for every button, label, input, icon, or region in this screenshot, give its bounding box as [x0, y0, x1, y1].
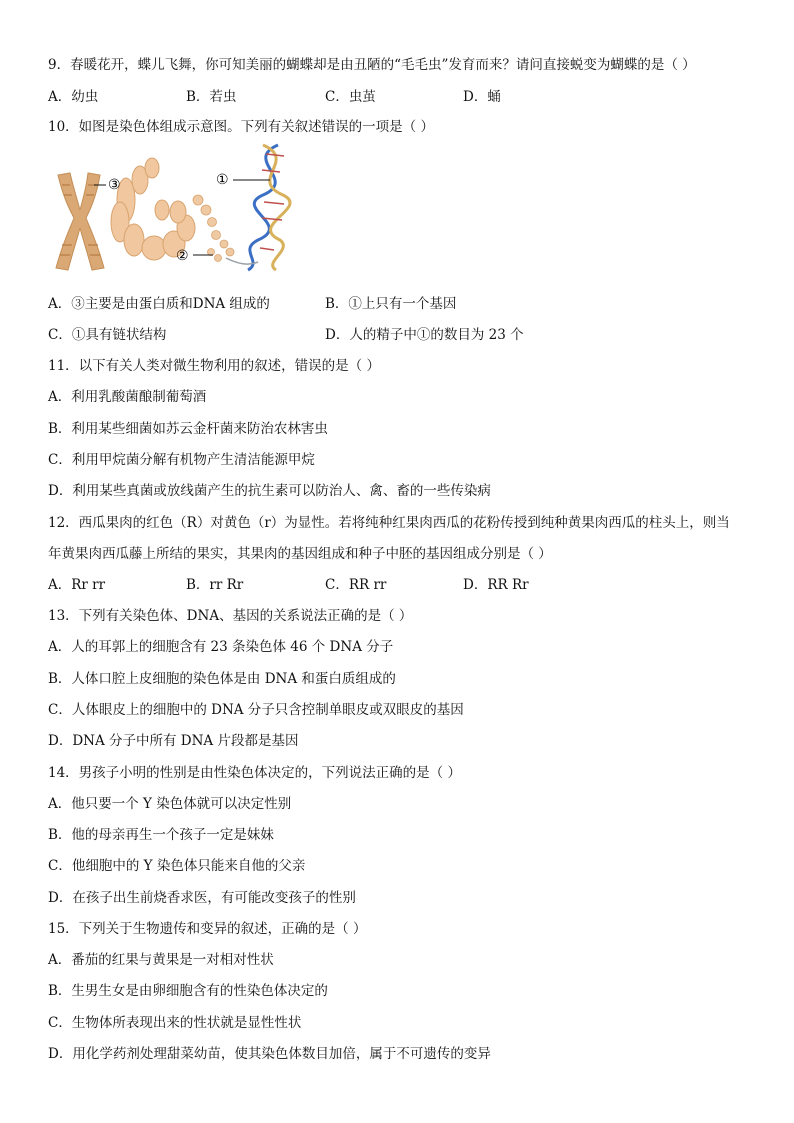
question-13-stem: 13．下列有关染色体、DNA、基因的关系说法正确的是（ ） [48, 608, 413, 624]
question-10-option-c: C．①具有链状结构 [48, 327, 167, 343]
question-15-option-d: D．用化学药剂处理甜菜幼苗，使其染色体数目加倍，属于不可遗传的变异 [48, 1046, 491, 1062]
label-3: ③ [108, 177, 121, 193]
question-11-option-c: C．利用甲烷菌分解有机物产生清洁能源甲烷 [48, 452, 315, 468]
question-14-option-c: C．他细胞中的 Y 染色体只能来自他的父亲 [48, 858, 306, 874]
question-13-option-c: C．人体眼皮上的细胞中的 DNA 分子只含控制单眼皮或双眼皮的基因 [48, 702, 464, 718]
question-14-option-d: D．在孩子出生前烧香求医，有可能改变孩子的性别 [48, 890, 356, 906]
chromosome-shape [56, 173, 104, 270]
question-10-stem: 10．如图是染色体组成示意图。下列有关叙述错误的一项是（ ） [48, 119, 434, 135]
question-9-option-a: A．幼虫 [48, 89, 99, 105]
chromatin-coil [111, 158, 195, 260]
question-9-option-d: D．蛹 [463, 89, 501, 105]
question-15-option-a: A．番茄的红果与黄果是一对相对性状 [48, 952, 274, 968]
nucleosome-beads [193, 195, 234, 262]
question-15-stem: 15．下列关于生物遗传和变异的叙述，正确的是（ ） [48, 921, 367, 937]
question-12-stem-line2: 年黄果肉西瓜藤上所结的果实，其果肉的基因组成和种子中胚的基因组成分别是（ ） [48, 546, 552, 562]
question-11-option-a: A．利用乳酸菌酿制葡萄酒 [48, 389, 207, 405]
question-13-option-b: B．人体口腔上皮细胞的染色体是由 DNA 和蛋白质组成的 [48, 671, 396, 687]
label-2: ② [176, 248, 189, 264]
question-15-option-b: B．生男生女是由卵细胞含有的性染色体决定的 [48, 983, 328, 999]
question-14-option-b: B．他的母亲再生一个孩子一定是妹妹 [48, 827, 274, 843]
question-12-option-a: A．Rr rr [48, 577, 106, 593]
question-11-option-b: B．利用某些细菌如苏云金杆菌来防治农林害虫 [48, 421, 328, 437]
question-9-stem: 9．春暖花开，蝶儿飞舞，你可知美丽的蝴蝶却是由丑陋的“毛毛虫”发育而来？请问直接蜕变为蝴蝶的是（ ） [48, 57, 696, 73]
label-1: ① [216, 172, 229, 188]
question-10-option-b: B．①上只有一个基因 [325, 296, 457, 312]
question-15-option-c: C．生物体所表现出来的性状就是显性性状 [48, 1015, 302, 1031]
question-14-option-a: A．他只要一个 Y 染色体就可以决定性别 [48, 796, 292, 812]
question-11-stem: 11．以下有关人类对微生物利用的叙述，错误的是（ ） [48, 358, 380, 374]
question-12-option-c: C．RR rr [325, 577, 387, 593]
question-9-option-c: C．虫茧 [325, 89, 376, 105]
question-12-stem-line1: 12．西瓜果肉的红色（R）对黄色（r）为显性。若将纯种红果肉西瓜的花粉传授到纯种黄果肉西瓜的柱头上，则当 [48, 515, 730, 531]
chromosome-diagram [48, 140, 308, 275]
question-12-option-b: B．rr Rr [186, 577, 244, 593]
question-13-option-d: D．DNA 分子中所有 DNA 片段都是基因 [48, 733, 299, 749]
question-11-option-d: D．利用某些真菌或放线菌产生的抗生素可以防治人、禽、畜的一些传染病 [48, 483, 491, 499]
question-13-option-a: A．人的耳郭上的细胞含有 23 条染色体 46 个 DNA 分子 [48, 639, 394, 655]
question-14-stem: 14．男孩子小明的性别是由性染色体决定的，下列说法正确的是（ ） [48, 765, 461, 781]
dna-helix [226, 145, 290, 270]
question-10-option-a: A．③主要是由蛋白质和DNA 组成的 [48, 296, 270, 312]
question-9-option-b: B．若虫 [186, 89, 237, 105]
question-10-option-d: D．人的精子中①的数目为 23 个 [325, 327, 524, 343]
question-12-option-d: D．RR Rr [463, 577, 529, 593]
